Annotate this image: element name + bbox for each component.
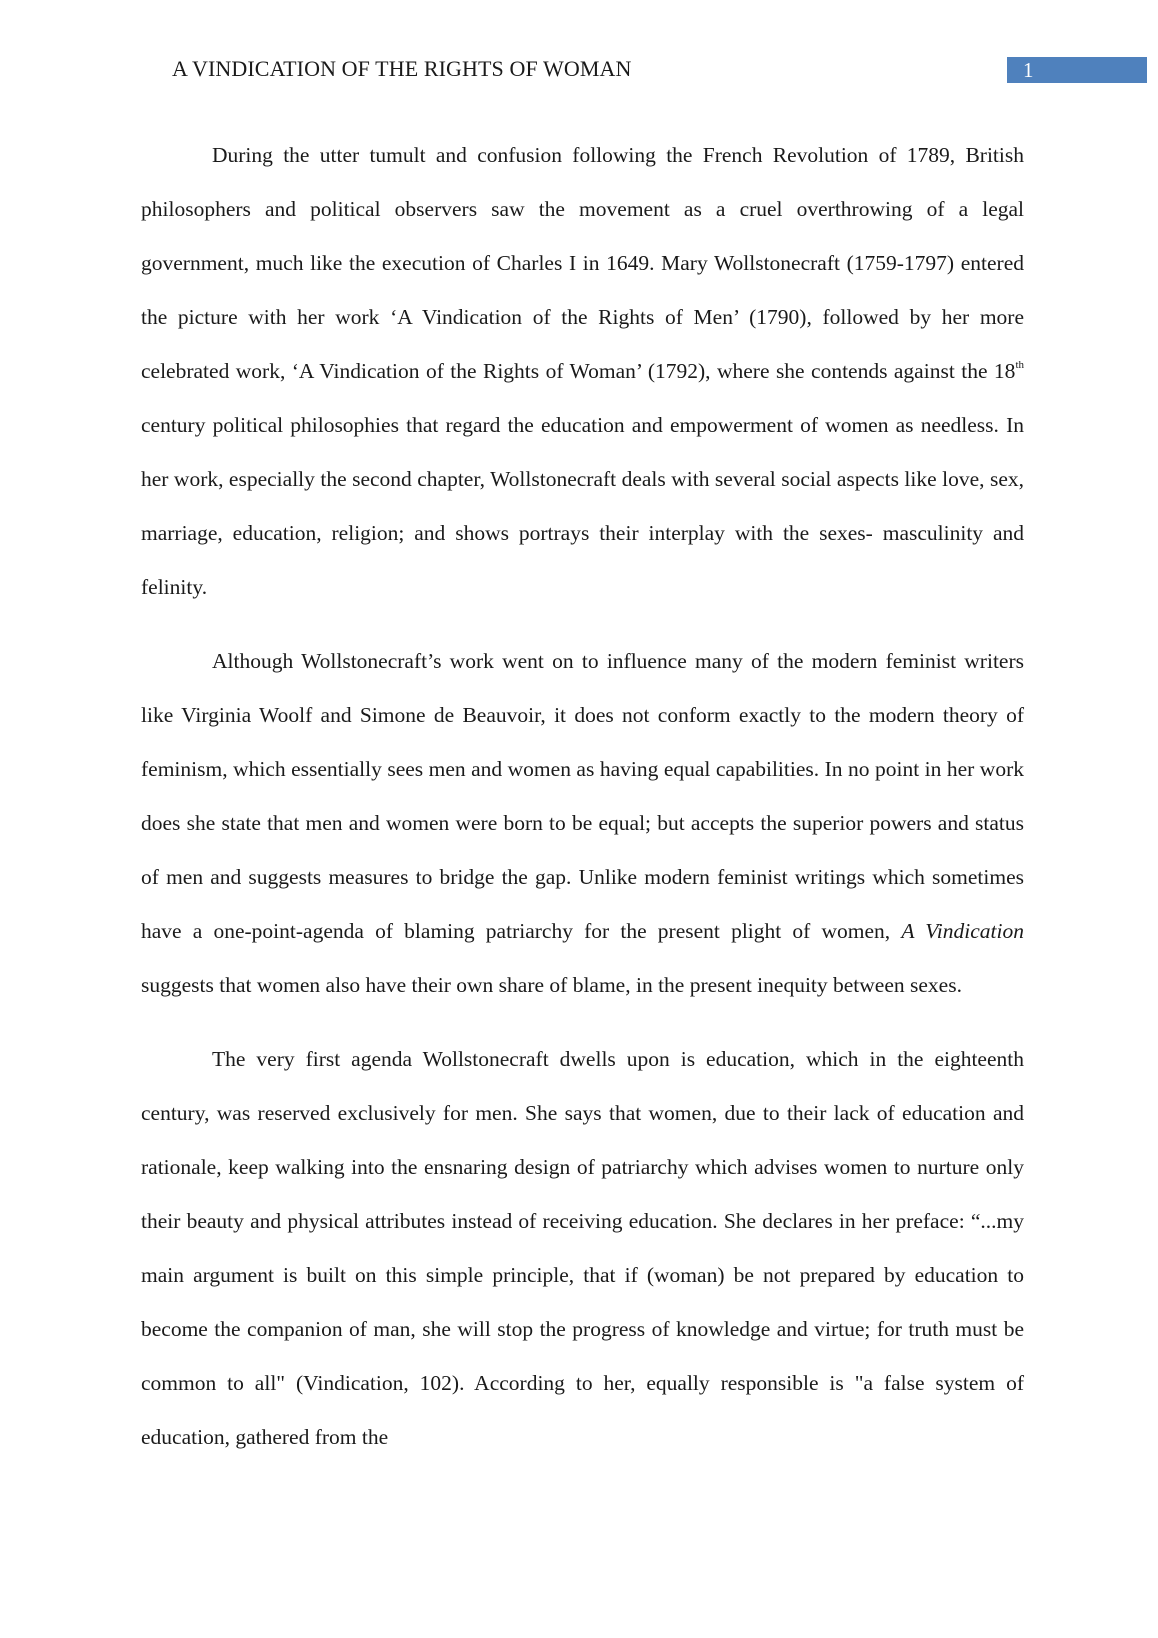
paragraph-1 bbox=[141, 128, 1024, 614]
paragraph-2-text-a: Although Wollstonecraft’s work went on to influence many of the modern feminist writers like Virginia Woolf and Simone de Beauvoir, it does not conform exactly to the modern theory of feminism, which essentially sees men and women as having equal capabilities. In no point in her work does she state that men and women were born to be equal; but accepts the superior powers and status of men and suggests measures to bridge the gap. Unlike modern feminist writings which sometimes have a one-point-agenda of blaming patriarchy for the present plight of women, bbox=[141, 649, 1024, 943]
document-body bbox=[141, 128, 1024, 1484]
paragraph-2 bbox=[141, 634, 1024, 1012]
paragraph-1-text-a: During the utter tumult and confusion following the French Revolution of 1789, British philosophers and political observers saw the movement as a cruel overthrowing of a legal government, much like the execution of Charles I in 1649. Mary Wollstonecraft (1759-1797) entered the picture with her work ‘A Vindication of the Rights of Men’ (1790), followed by her more celebrated work, ‘A Vindication of the Rights of Woman’ (1792), where she contends against the 18 bbox=[141, 143, 1024, 383]
paragraph-1-text-b: century political philosophies that regard the education and empowerment of women as needless. In her work, especially the second chapter, Wollstonecraft deals with several social aspects like love, sex, marriage, education, religion; and shows portrays their interplay with the sexes- masculinity and felinity. bbox=[141, 413, 1024, 599]
running-head: A VINDICATION OF THE RIGHTS OF WOMAN bbox=[172, 56, 632, 81]
ordinal-superscript: th bbox=[1015, 359, 1024, 371]
paragraph-2-text-b: suggests that women also have their own share of blame, in the present inequity between sexes. bbox=[141, 973, 962, 997]
page-header bbox=[0, 0, 1158, 100]
page-number: 1 bbox=[1023, 58, 1034, 82]
work-title-italic: A Vindication bbox=[901, 919, 1024, 943]
paragraph-3-text: The very first agenda Wollstonecraft dwells upon is education, which in the eighteenth century, was reserved exclusively for men. She says that women, due to their lack of education and rationale, keep walking into the ensnaring design of patriarchy which advises women to nurture only their beauty and physical attributes instead of receiving education. She declares in her preface: “...my main argument is built on this simple principle, that if (woman) be not prepared by education to become the companion of man, she will stop the progress of knowledge and virtue; for truth must be common to all" (Vindication, 102). According to her, equally responsible is "a false system of education, gathered from the bbox=[141, 1047, 1024, 1449]
page-number-box bbox=[1007, 57, 1147, 83]
paragraph-3 bbox=[141, 1032, 1024, 1464]
